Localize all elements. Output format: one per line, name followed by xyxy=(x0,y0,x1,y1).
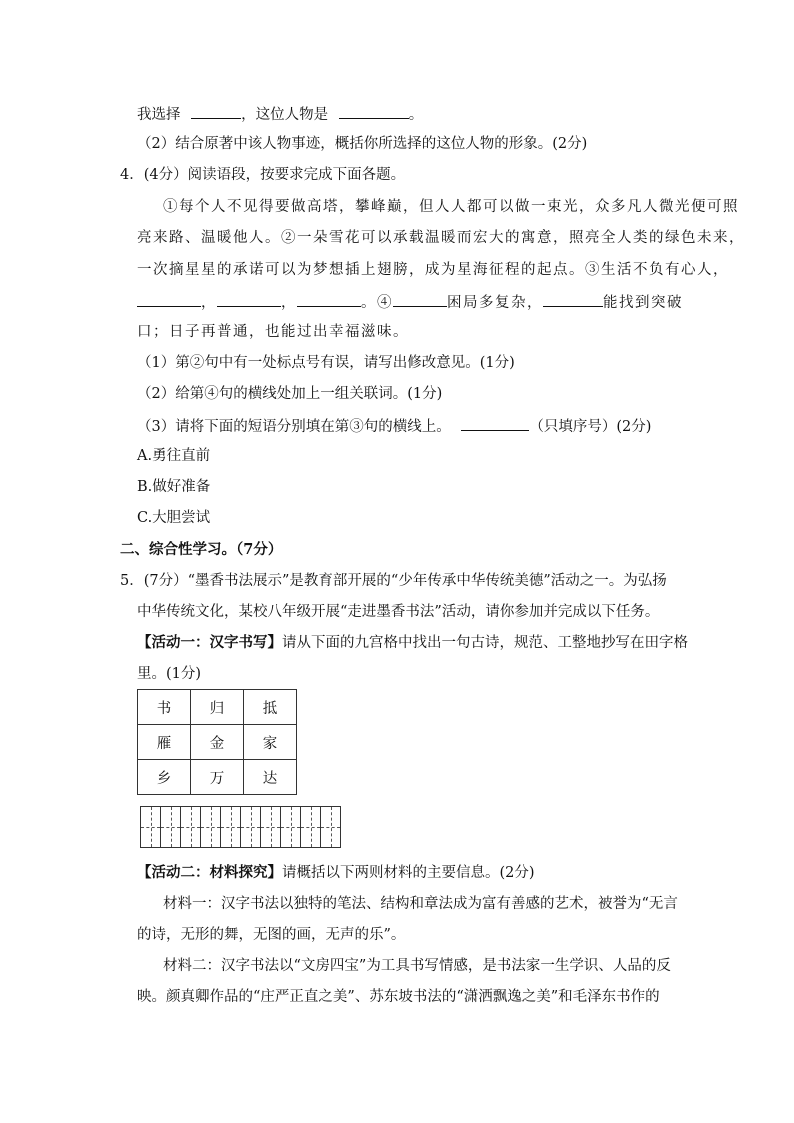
q4-passage-line-3: 一次摘星星的承诺可以为梦想插上翅膀，成为星海征程的起点。③生活不负有心人， xyxy=(137,262,729,278)
nine-grid-row xyxy=(138,725,297,760)
q4-blank-4[interactable] xyxy=(393,291,447,307)
q5-line-2: 中华传统文化，某校八年级开展“走进墨香书法”活动，请你参加并完成以下任务。 xyxy=(137,604,660,620)
q4-mid: 。④ xyxy=(361,295,393,311)
material-1-line-1: 材料一：汉字书法以独特的笔法、结构和章法成为富有善感的艺术，被誉为“无言 xyxy=(163,896,678,912)
q4-sub-3-note: （只填序号）(2分) xyxy=(529,419,652,435)
q5-line-1: 5．(7分）“墨香书法展示”是教育部开展的“少年传承中华传统美德”活动之一。为弘扬 xyxy=(120,573,667,589)
nine-grid-cell: 雁 xyxy=(138,725,191,760)
q4-blank-3[interactable] xyxy=(297,291,361,307)
q3-choose-label-2: ，这位人物是 xyxy=(241,107,329,123)
q4-option-c: C.大胆尝试 xyxy=(137,510,211,526)
tianzige-cell[interactable] xyxy=(281,806,301,848)
q4-sub-3-label: （3）请将下面的短语分别填在第③句的横线上。 xyxy=(137,419,451,435)
q3-choose-label: 我选择 xyxy=(137,107,181,123)
activity-2-text: 请概括以下两则材料的主要信息。(2分) xyxy=(282,865,535,881)
nine-grid-cell: 乡 xyxy=(138,760,191,795)
nine-grid-cell: 金 xyxy=(191,725,244,760)
nine-grid-cell: 万 xyxy=(191,760,244,795)
q4-sub-3 xyxy=(137,415,651,437)
material-2-line-1: 材料二：汉字书法以“文房四宝”为工具书写情感，是书法家一生学识、人品的反 xyxy=(163,958,671,974)
nine-grid-row xyxy=(138,690,297,725)
q4-passage-line-2: 亮来路、温暖他人。②一朵雪花可以承载温暖而宏大的寓意，照亮全人类的绿色未来， xyxy=(137,230,745,246)
nine-grid-cell: 归 xyxy=(191,690,244,725)
q5-activity-1 xyxy=(137,633,688,653)
tianzige-cell[interactable] xyxy=(161,806,181,848)
tianzige-cell[interactable] xyxy=(181,806,201,848)
q4-sub-2: （2）给第④句的横线处加上一组关联词。(1分) xyxy=(137,386,443,402)
tianzige-cell[interactable] xyxy=(141,806,161,848)
q4-end: 能找到突破 xyxy=(603,295,683,311)
nine-grid xyxy=(137,689,297,795)
section-2-heading: 二、综合性学习。（7分） xyxy=(120,541,283,558)
tianzige-cell[interactable] xyxy=(301,806,321,848)
q4-passage-line-4 xyxy=(137,291,683,313)
activity-1-title: 【活动一：汉字书写】 xyxy=(137,634,282,651)
q3-blank-1[interactable] xyxy=(191,103,241,119)
q4-blank-5[interactable] xyxy=(543,291,603,307)
q3-choose-end: 。 xyxy=(408,107,424,123)
q4-sub-1: （1）第②句中有一处标点号有误，请写出修改意见。(1分) xyxy=(137,355,515,371)
q3-sub-2: （2）结合原著中该人物事迹，概括你所选择的这位人物的形象。(2分) xyxy=(137,136,588,152)
tianzige-cell[interactable] xyxy=(221,806,241,848)
tianzige-cell[interactable] xyxy=(261,806,281,848)
activity-1-text: 请从下面的九宫格中找出一句古诗，规范、工整地抄写在田字格 xyxy=(282,635,688,651)
q4-option-a: A.勇往直前 xyxy=(137,448,211,464)
material-1-line-2: 的诗，无形的舞，无图的画，无声的乐”。 xyxy=(137,927,406,943)
activity-2-title: 【活动二：材料探究】 xyxy=(137,864,282,881)
q4-heading: 4．(4分）阅读语段，按要求完成下面各题。 xyxy=(120,167,406,183)
tianzige-cell[interactable] xyxy=(201,806,221,848)
tianzige-grid[interactable] xyxy=(140,806,341,848)
q4-sub-3-blank[interactable] xyxy=(461,415,529,431)
q4-blank-1[interactable] xyxy=(137,291,201,307)
q5-activity-2 xyxy=(137,863,535,883)
material-2-line-2: 映。颜真卿作品的“庄严正直之美”、苏东坡书法的“潇洒飘逸之美”和毛泽东书作的 xyxy=(137,989,660,1005)
nine-grid-cell: 书 xyxy=(138,690,191,725)
nine-grid-cell: 抵 xyxy=(244,690,297,725)
q4-sep-2: ， xyxy=(281,295,297,311)
q4-blank-2[interactable] xyxy=(217,291,281,307)
q3-blank-2[interactable] xyxy=(339,103,409,119)
q4-mid-2: 困局多复杂， xyxy=(447,295,543,311)
q3-choose-line xyxy=(137,103,423,125)
nine-grid-cell: 家 xyxy=(244,725,297,760)
q4-passage-line-1: ①每个人不见得要做高塔，攀峰巅，但人人都可以做一束光，众多凡人微光便可照 xyxy=(163,199,739,215)
activity-1-text-2: 里。(1分) xyxy=(137,666,202,682)
q4-passage-line-5: 口；日子再普通，也能过出幸福滋味。 xyxy=(137,324,409,340)
nine-grid-row xyxy=(138,760,297,795)
tianzige-cell[interactable] xyxy=(241,806,261,848)
nine-grid-cell: 达 xyxy=(244,760,297,795)
q4-option-b: B.做好准备 xyxy=(137,479,211,495)
tianzige-cell[interactable] xyxy=(321,806,341,848)
q4-sep-1: ， xyxy=(201,295,217,311)
